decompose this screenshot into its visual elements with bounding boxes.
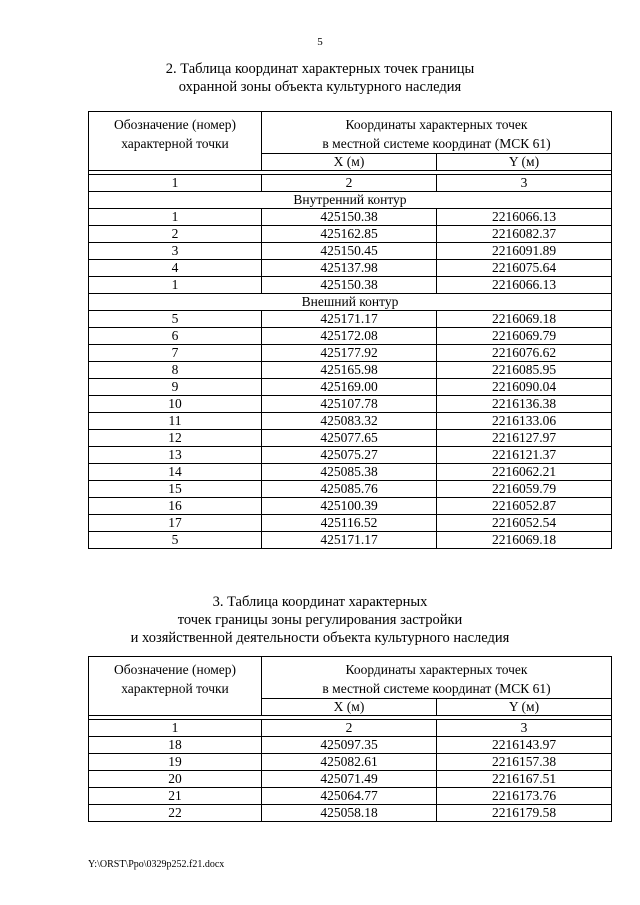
x-coordinate: 425097.35 [262, 737, 437, 754]
x-coordinate: 425171.17 [262, 311, 437, 328]
table-row [89, 243, 612, 260]
header-line: характерной точки [121, 136, 229, 151]
coords-header [262, 657, 612, 699]
table-row [89, 413, 612, 430]
table-row [89, 481, 612, 498]
x-coordinate: 425071.49 [262, 771, 437, 788]
header-line: Координаты характерных точек [345, 662, 528, 677]
x-coordinate: 425064.77 [262, 788, 437, 805]
x-coordinate: 425150.45 [262, 243, 437, 260]
point-number: 21 [89, 788, 262, 805]
y-coordinate: 2216090.04 [437, 379, 612, 396]
column-number: 2 [262, 175, 437, 192]
table-row [89, 226, 612, 243]
y-coordinate: 2216066.13 [437, 209, 612, 226]
point-number: 11 [89, 413, 262, 430]
table3-title-line: точек границы зоны регулирования застройки [177, 612, 463, 628]
table-row [89, 311, 612, 328]
point-number: 10 [89, 396, 262, 413]
table-row [89, 362, 612, 379]
y-coordinate: 2216066.13 [437, 277, 612, 294]
x-coordinate: 425107.78 [262, 396, 437, 413]
point-number: 18 [89, 737, 262, 754]
x-coordinate: 425116.52 [262, 515, 437, 532]
table-row [89, 805, 612, 822]
point-number: 13 [89, 447, 262, 464]
header-line: Координаты характерных точек [345, 117, 528, 132]
y-coordinate: 2216059.79 [437, 481, 612, 498]
file-path-footer: Y:\ORST\Ppo\0329p252.f21.docx [88, 859, 225, 870]
y-coordinate: 2216179.58 [437, 805, 612, 822]
table3-title-line: и хозяйственной деятельности объекта культурного наследия [130, 630, 510, 646]
y-coordinate: 2216062.21 [437, 464, 612, 481]
x-coordinate: 425137.98 [262, 260, 437, 277]
header-line: в местной системе координат (МСК 61) [322, 681, 551, 696]
y-coordinate: 2216085.95 [437, 362, 612, 379]
y-coordinate: 2216082.37 [437, 226, 612, 243]
point-number: 3 [89, 243, 262, 260]
table3-title [0, 593, 640, 647]
y-coordinate: 2216143.97 [437, 737, 612, 754]
contour-label: Внешний контур [89, 294, 612, 311]
table-row [89, 447, 612, 464]
y-coordinate: 2216052.54 [437, 515, 612, 532]
x-header: X (м) [262, 154, 437, 171]
column-number: 1 [89, 175, 262, 192]
y-coordinate: 2216173.76 [437, 788, 612, 805]
table-row [89, 379, 612, 396]
header-line: Обозначение (номер) [114, 117, 236, 132]
x-coordinate: 425177.92 [262, 345, 437, 362]
point-number: 6 [89, 328, 262, 345]
point-number: 17 [89, 515, 262, 532]
x-coordinate: 425162.85 [262, 226, 437, 243]
table-row [89, 498, 612, 515]
coords-header [262, 112, 612, 154]
header-line: в местной системе координат (МСК 61) [322, 136, 551, 151]
x-coordinate: 425171.17 [262, 532, 437, 549]
y-coordinate: 2216069.18 [437, 311, 612, 328]
designation-header [89, 112, 262, 171]
x-coordinate: 425058.18 [262, 805, 437, 822]
table2-title-line: охранной зоны объекта культурного наследия [178, 79, 462, 95]
point-number: 19 [89, 754, 262, 771]
x-coordinate: 425100.39 [262, 498, 437, 515]
point-number: 4 [89, 260, 262, 277]
y-coordinate: 2216069.79 [437, 328, 612, 345]
table3-body [89, 657, 612, 822]
point-number: 5 [89, 532, 262, 549]
table-row [89, 754, 612, 771]
point-number: 5 [89, 311, 262, 328]
column-number: 1 [89, 720, 262, 737]
table-row [89, 788, 612, 805]
point-number: 12 [89, 430, 262, 447]
table-row [89, 328, 612, 345]
table2-title [0, 60, 640, 96]
point-number: 22 [89, 805, 262, 822]
table-row [89, 430, 612, 447]
table-row [89, 260, 612, 277]
y-coordinate: 2216075.64 [437, 260, 612, 277]
point-number: 20 [89, 771, 262, 788]
point-number: 1 [89, 277, 262, 294]
x-coordinate: 425169.00 [262, 379, 437, 396]
table-row [89, 396, 612, 413]
column-number-row [89, 175, 612, 192]
column-number: 3 [437, 175, 612, 192]
table2-title-line: 2. Таблица координат характерных точек границы [165, 61, 475, 77]
designation-header [89, 657, 262, 716]
page-number: 5 [317, 36, 323, 48]
header-line: Обозначение (номер) [114, 662, 236, 677]
y-header: Y (м) [437, 699, 612, 716]
x-coordinate: 425150.38 [262, 209, 437, 226]
point-number: 14 [89, 464, 262, 481]
column-number: 2 [262, 720, 437, 737]
table3 [88, 656, 612, 822]
column-number: 3 [437, 720, 612, 737]
table-row [89, 771, 612, 788]
table2-body [89, 112, 612, 549]
x-header: X (м) [262, 699, 437, 716]
point-number: 8 [89, 362, 262, 379]
contour-group-row [89, 294, 612, 311]
column-number-row [89, 720, 612, 737]
table3-title-line: 3. Таблица координат характерных [212, 594, 428, 610]
x-coordinate: 425172.08 [262, 328, 437, 345]
point-number: 15 [89, 481, 262, 498]
table-row [89, 532, 612, 549]
y-coordinate: 2216121.37 [437, 447, 612, 464]
x-coordinate: 425075.27 [262, 447, 437, 464]
table-row [89, 515, 612, 532]
header-line: характерной точки [121, 681, 229, 696]
x-coordinate: 425085.38 [262, 464, 437, 481]
table-row [89, 737, 612, 754]
table2 [88, 111, 612, 549]
x-coordinate: 425085.76 [262, 481, 437, 498]
x-coordinate: 425083.32 [262, 413, 437, 430]
x-coordinate: 425165.98 [262, 362, 437, 379]
y-coordinate: 2216076.62 [437, 345, 612, 362]
point-number: 16 [89, 498, 262, 515]
point-number: 7 [89, 345, 262, 362]
x-coordinate: 425077.65 [262, 430, 437, 447]
contour-group-row [89, 192, 612, 209]
point-number: 9 [89, 379, 262, 396]
y-coordinate: 2216127.97 [437, 430, 612, 447]
y-coordinate: 2216157.38 [437, 754, 612, 771]
y-coordinate: 2216167.51 [437, 771, 612, 788]
table-row [89, 277, 612, 294]
y-coordinate: 2216091.89 [437, 243, 612, 260]
y-coordinate: 2216052.87 [437, 498, 612, 515]
table-row [89, 345, 612, 362]
x-coordinate: 425082.61 [262, 754, 437, 771]
table-row [89, 209, 612, 226]
contour-label: Внутренний контур [89, 192, 612, 209]
x-coordinate: 425150.38 [262, 277, 437, 294]
point-number: 2 [89, 226, 262, 243]
y-coordinate: 2216136.38 [437, 396, 612, 413]
y-coordinate: 2216133.06 [437, 413, 612, 430]
point-number: 1 [89, 209, 262, 226]
y-header: Y (м) [437, 154, 612, 171]
table-row [89, 464, 612, 481]
y-coordinate: 2216069.18 [437, 532, 612, 549]
